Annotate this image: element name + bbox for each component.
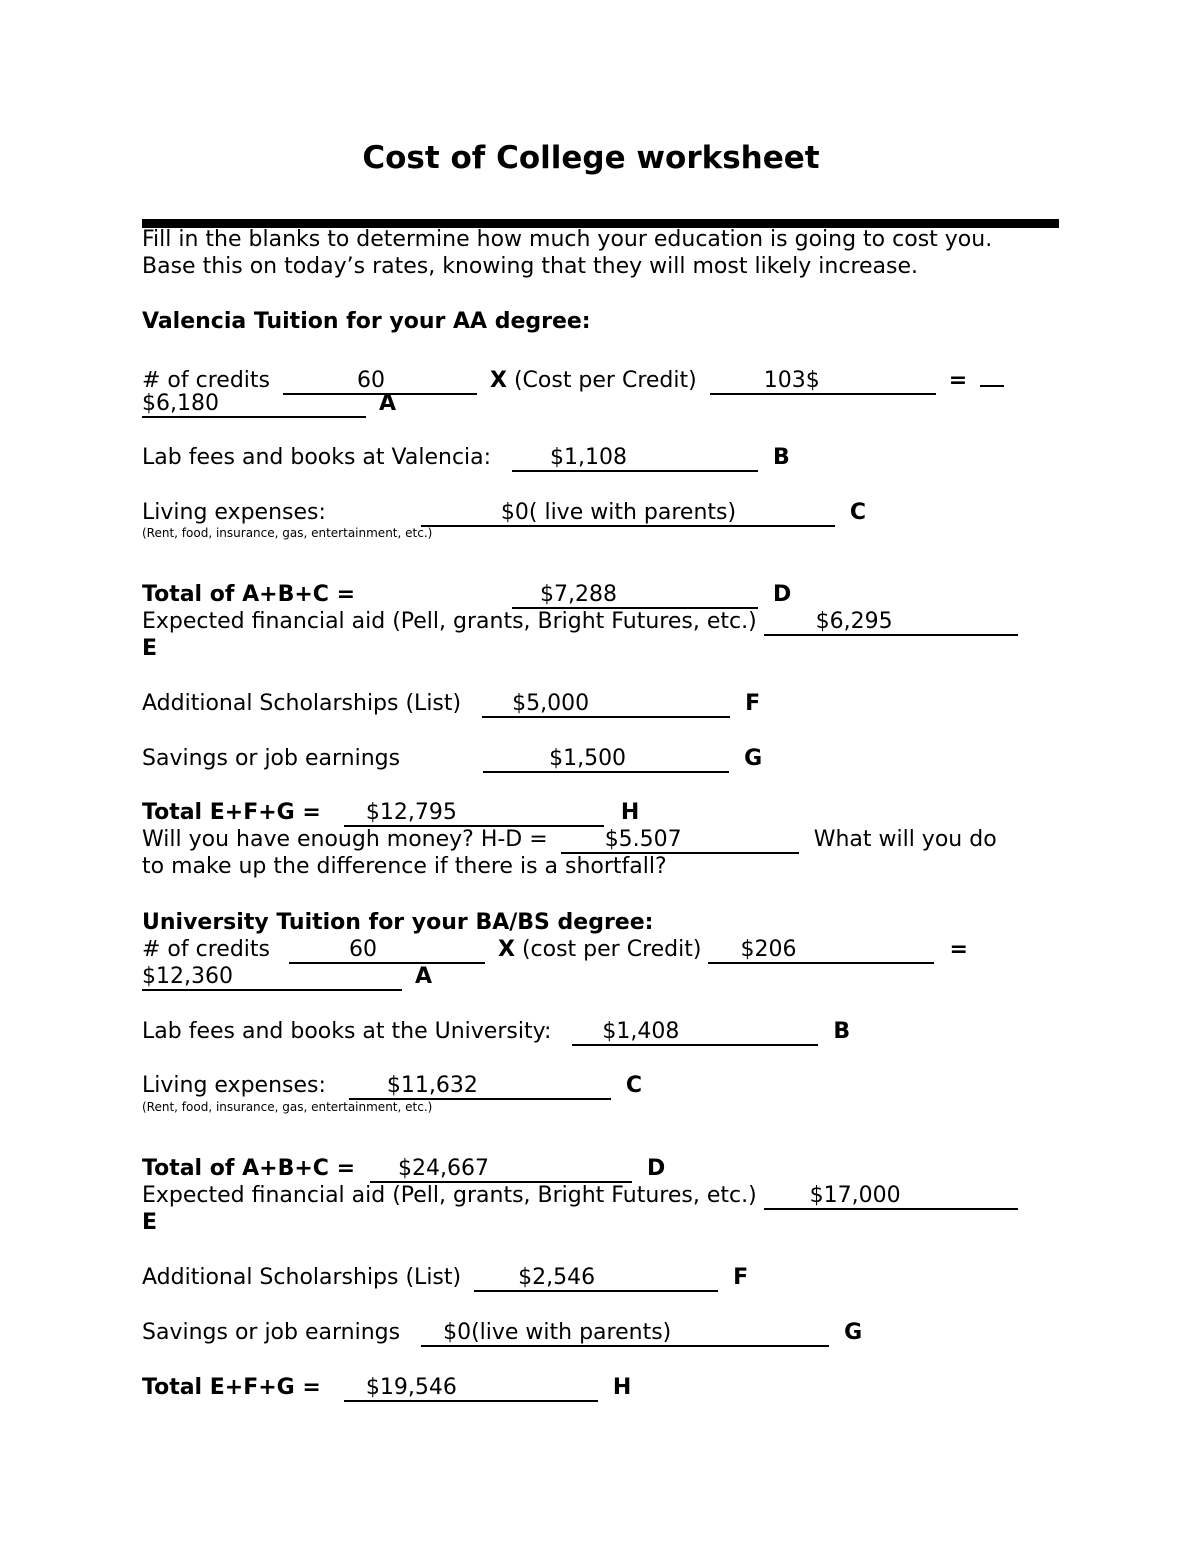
aid-value: $6,295 [815, 609, 893, 634]
university-credits-row [142, 936, 968, 964]
living-note: (Rent, food, insurance, gas, entertainment, etc.) [142, 1100, 433, 1114]
letter-f: F [745, 691, 761, 716]
letter-e: E [142, 1210, 158, 1235]
lab-value: $1,408 [602, 1019, 680, 1044]
valencia-enough-row [142, 826, 997, 854]
valencia-aid-row [142, 608, 1018, 636]
cost-per-credit-label: X (Cost per Credit) [489, 368, 697, 393]
intro-line-1: Fill in the blanks to determine how much your education is going to cost you. [142, 227, 993, 252]
enough-tail: What will you do [813, 827, 997, 852]
credits-label: # of credits [142, 368, 270, 393]
letter-c: C [625, 1073, 643, 1098]
university-scholarship-row [142, 1264, 748, 1292]
credits-label: # of credits [142, 937, 270, 962]
enough-line-2: to make up the difference if there is a shortfall? [142, 854, 667, 879]
savings-value: $1,500 [549, 746, 627, 771]
savings-value: $0(live with parents) [443, 1320, 672, 1345]
cost-per-credit-value: $206 [740, 937, 797, 962]
enough-label: Will you have enough money? H-D = [142, 827, 548, 852]
letter-g: G [844, 1320, 863, 1345]
a-total-field[interactable] [142, 393, 366, 418]
valencia-total-abc-row [142, 581, 791, 609]
university-aid-row [142, 1182, 1018, 1210]
cost-per-credit-field[interactable] [710, 370, 936, 395]
university-a-row [142, 963, 432, 991]
lab-label: Lab fees and books at the University: [142, 1019, 552, 1044]
a-total-value: $6,180 [142, 391, 219, 416]
letter-h: H [620, 800, 640, 825]
total-efg-label: Total E+F+G = [142, 1375, 321, 1400]
university-living-row [142, 1072, 642, 1100]
aid-value: $17,000 [809, 1183, 901, 1208]
cost-per-credit-label: X (cost per Credit) [497, 937, 702, 962]
scholarship-field[interactable] [482, 693, 730, 718]
total-efg-field[interactable] [344, 802, 604, 827]
letter-d: D [647, 1156, 666, 1181]
letter-b: B [833, 1019, 851, 1044]
total-abc-label: Total of A+B+C = [142, 582, 356, 607]
credits-value: 60 [348, 937, 377, 962]
equals-blank [980, 362, 1004, 387]
letter-c: C [849, 500, 867, 525]
aid-field[interactable] [764, 611, 1018, 636]
letter-f: F [733, 1265, 749, 1290]
university-savings-row [142, 1319, 862, 1347]
a-total-value: $12,360 [142, 964, 233, 989]
intro-line-2: Base this on today’s rates, knowing that they will most likely increase. [142, 254, 919, 279]
equals-sign: = [949, 937, 968, 962]
cost-per-credit-field[interactable] [708, 939, 934, 964]
total-abc-value: $7,288 [540, 582, 617, 607]
cost-per-credit-value: 103$ [763, 368, 820, 393]
credits-value: 60 [356, 368, 385, 393]
living-label: Living expenses: [142, 1073, 326, 1098]
letter-a: A [379, 391, 397, 416]
living-field[interactable] [349, 1075, 611, 1100]
total-abc-label: Total of A+B+C = [142, 1156, 356, 1181]
valencia-lab-row [142, 444, 790, 472]
university-total-abc-row [142, 1155, 665, 1183]
living-value: $11,632 [386, 1073, 478, 1098]
university-lab-row [142, 1018, 850, 1046]
credits-field[interactable] [289, 939, 485, 964]
lab-label: Lab fees and books at Valencia: [142, 445, 492, 470]
page-title: Cost of College worksheet [362, 140, 820, 176]
aid-field[interactable] [764, 1185, 1018, 1210]
letter-a: A [415, 964, 433, 989]
valencia-living-row [142, 499, 866, 527]
total-efg-label: Total E+F+G = [142, 800, 321, 825]
scholarship-label: Additional Scholarships (List) [142, 691, 462, 716]
savings-field[interactable] [421, 1322, 829, 1347]
scholarship-label: Additional Scholarships (List) [142, 1265, 462, 1290]
letter-d: D [773, 582, 792, 607]
scholarship-value: $2,546 [518, 1265, 596, 1290]
enough-value: $5.507 [604, 827, 682, 852]
equals-sign: = [948, 368, 968, 393]
letter-b: B [773, 445, 790, 470]
university-heading: University Tuition for your BA/BS degree: [142, 910, 654, 935]
enough-field[interactable] [561, 829, 799, 854]
valencia-scholarship-row [142, 690, 760, 718]
a-total-field[interactable] [142, 966, 402, 991]
living-note: (Rent, food, insurance, gas, entertainment, etc.) [142, 526, 433, 540]
total-abc-field[interactable] [512, 584, 758, 609]
university-total-efg-row [142, 1374, 631, 1402]
aid-label: Expected financial aid (Pell, grants, Bright Futures, etc.) [142, 1183, 757, 1208]
valencia-total-efg-row [142, 799, 639, 827]
lab-field[interactable] [572, 1021, 818, 1046]
aid-label: Expected financial aid (Pell, grants, Bright Futures, etc.) [142, 609, 757, 634]
savings-field[interactable] [483, 748, 729, 773]
lab-value: $1,108 [550, 445, 628, 470]
savings-label: Savings or job earnings [142, 1320, 401, 1345]
valencia-heading: Valencia Tuition for your AA degree: [142, 309, 591, 334]
total-abc-field[interactable] [370, 1158, 632, 1183]
total-efg-field[interactable] [344, 1377, 598, 1402]
total-efg-value: $19,546 [365, 1375, 457, 1400]
valencia-savings-row [142, 745, 762, 773]
letter-g: G [744, 746, 763, 771]
letter-e: E [142, 636, 158, 661]
scholarship-value: $5,000 [512, 691, 590, 716]
total-abc-value: $24,667 [398, 1156, 489, 1181]
lab-field[interactable] [512, 447, 758, 472]
valencia-a-row [142, 390, 396, 418]
total-efg-value: $12,795 [365, 800, 457, 825]
scholarship-field[interactable] [474, 1267, 718, 1292]
living-value: $0( live with parents) [500, 500, 737, 525]
living-field[interactable] [421, 502, 835, 527]
letter-h: H [612, 1375, 632, 1400]
living-label: Living expenses: [142, 500, 326, 525]
savings-label: Savings or job earnings [142, 746, 401, 771]
